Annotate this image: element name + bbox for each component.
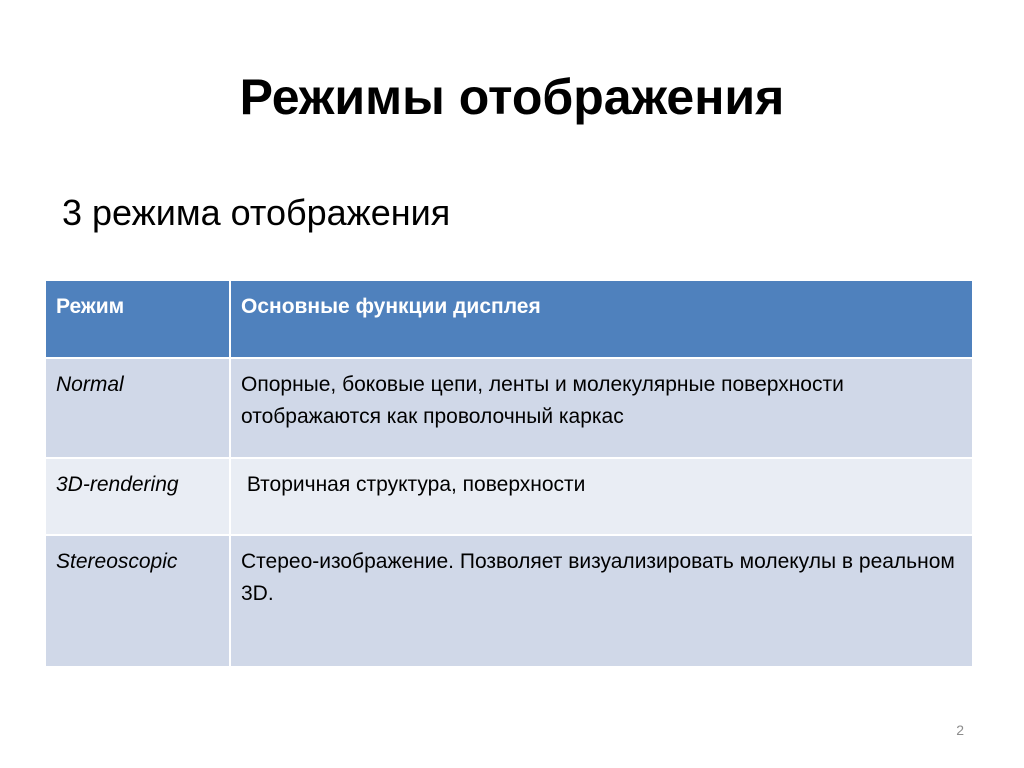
table-cell-description: Вторичная структура, поверхности (230, 458, 973, 535)
table-cell-description: Опорные, боковые цепи, ленты и молекулярные поверхности отображаются как проволочный каркас (230, 358, 973, 458)
table-cell-mode: Normal (45, 358, 230, 458)
table-header-row (45, 280, 973, 358)
table-cell-mode: 3D-rendering (45, 458, 230, 535)
table-header-functions: Основные функции дисплея (230, 280, 973, 358)
table-cell-description: Стерео-изображение. Позволяет визуализировать молекулы в реальном 3D. (230, 535, 973, 667)
display-modes-table (44, 279, 974, 668)
page-number: 2 (956, 722, 964, 738)
slide-title: Режимы отображения (239, 69, 785, 125)
table-row (45, 535, 973, 667)
table-row (45, 458, 973, 535)
slide-subtitle: 3 режима отображения (62, 192, 451, 233)
table-header-mode: Режим (45, 280, 230, 358)
table-cell-mode: Stereoscopic (45, 535, 230, 667)
table-row (45, 358, 973, 458)
